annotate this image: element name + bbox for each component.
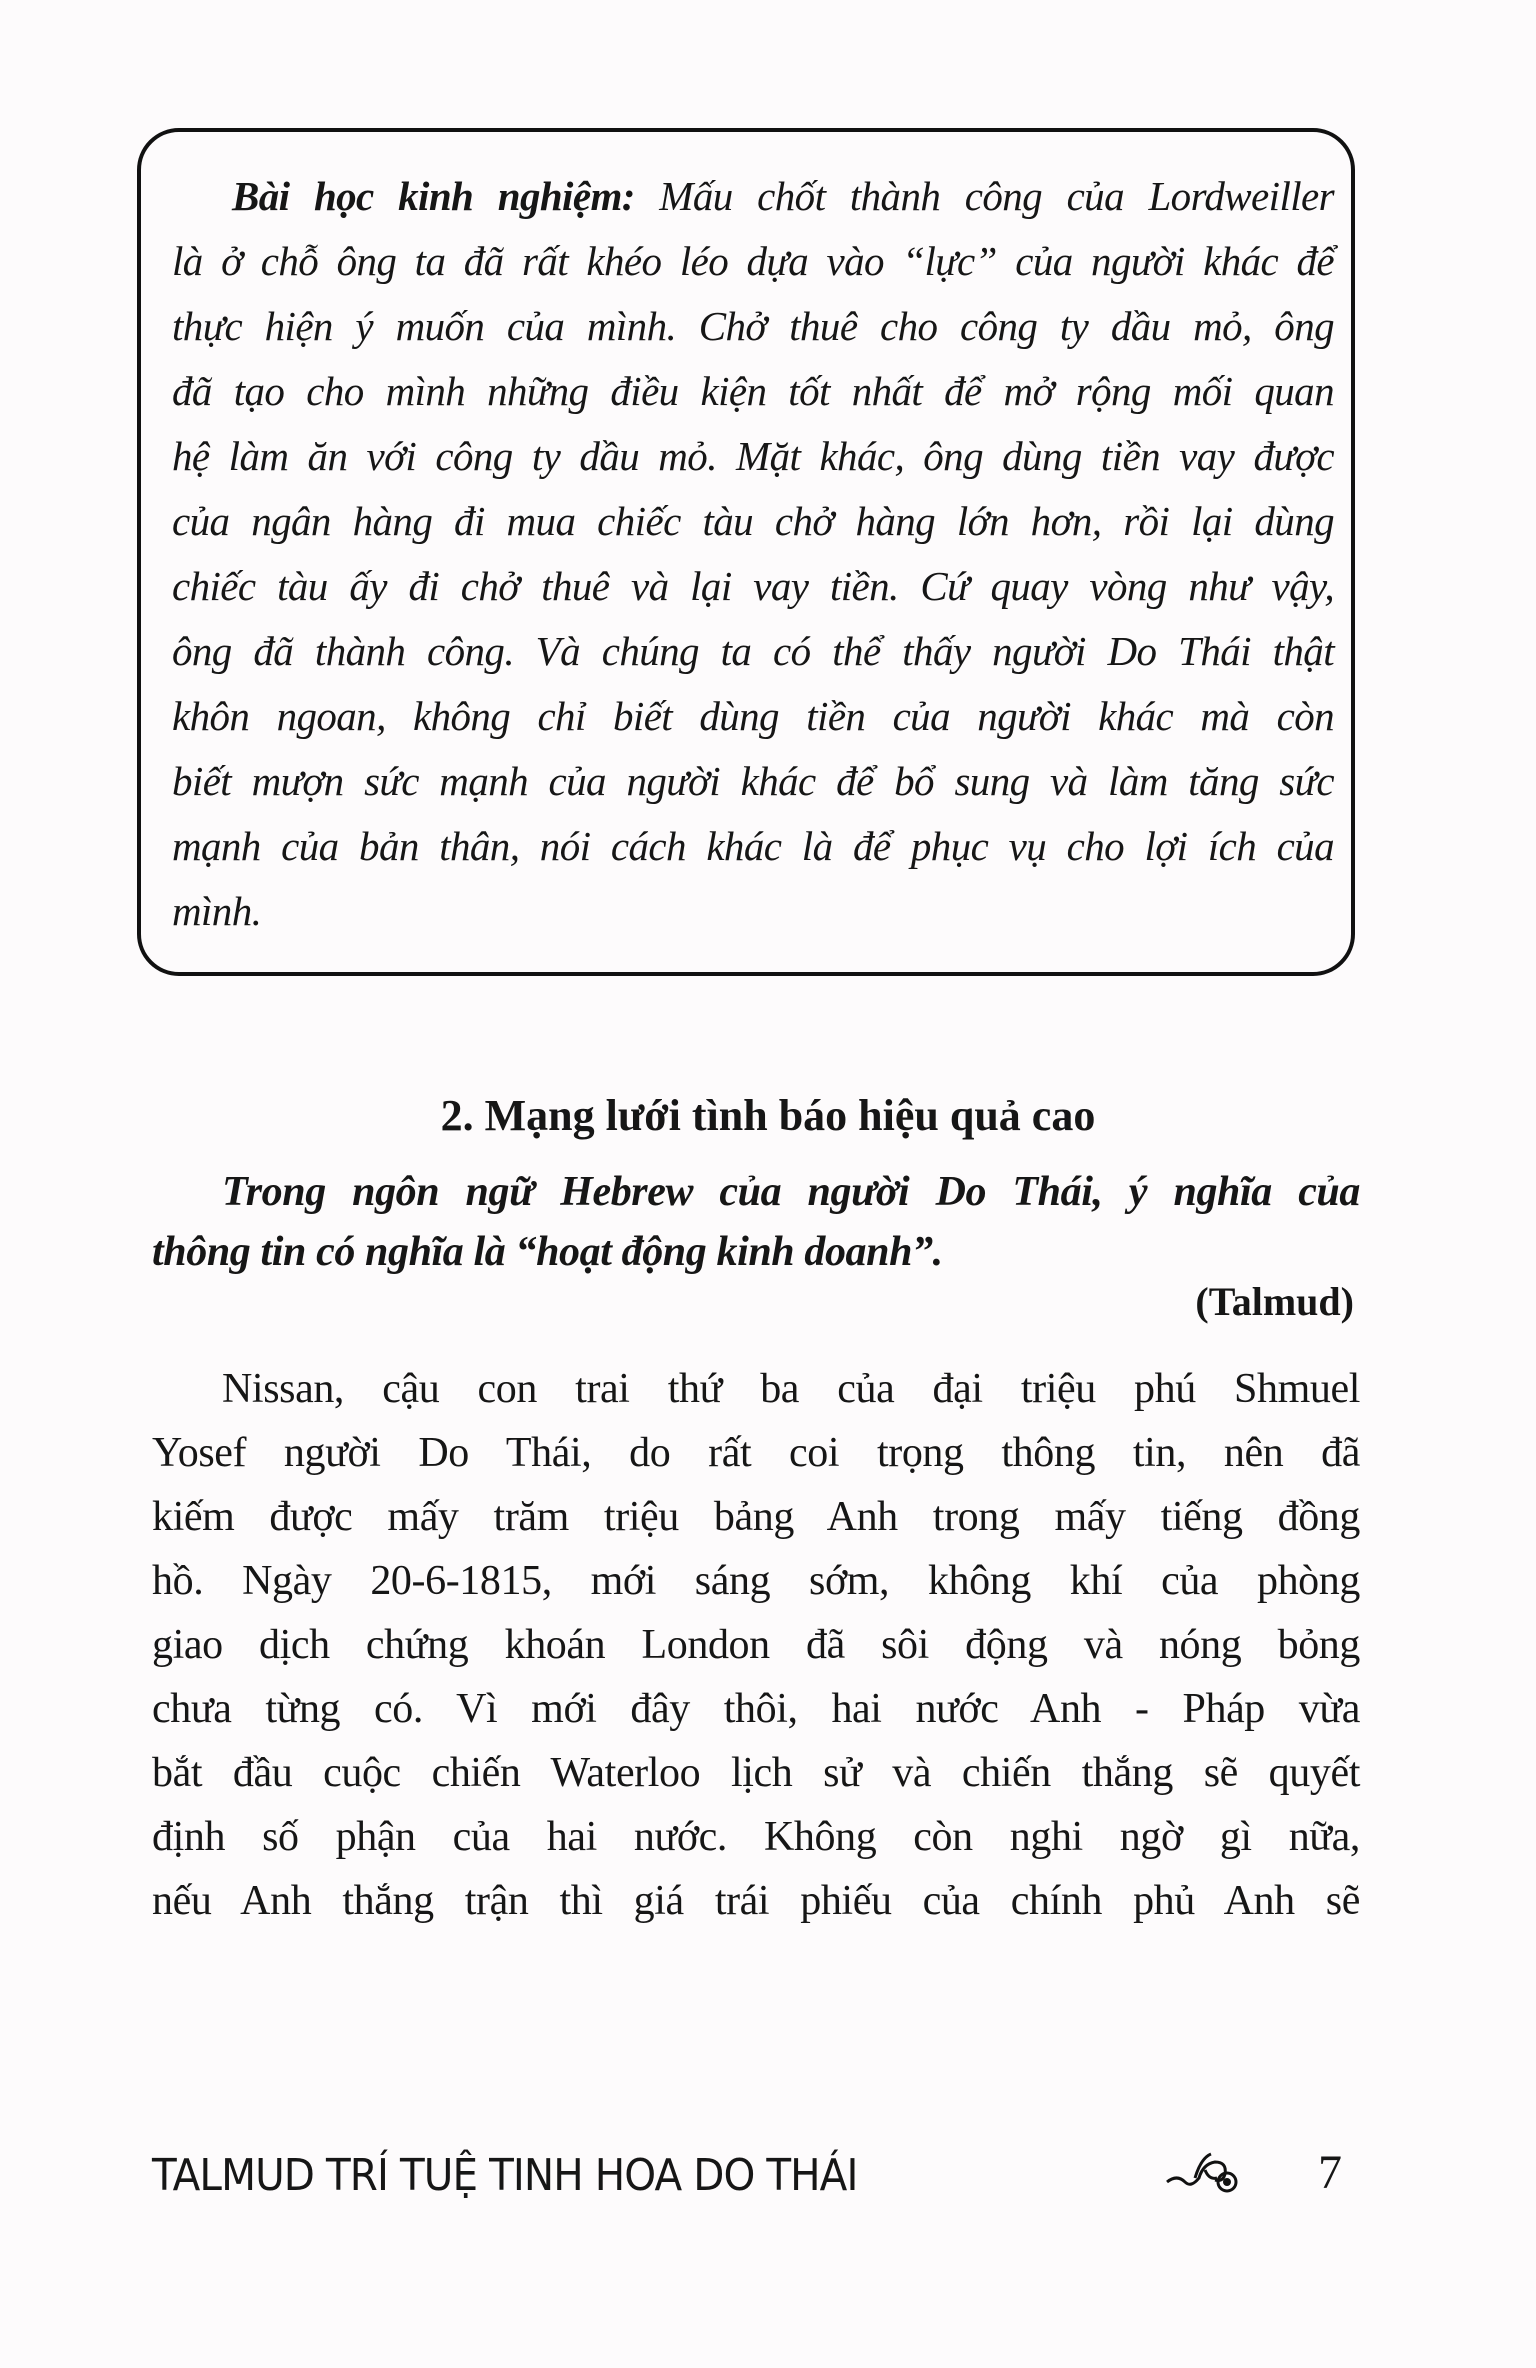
lesson-line: mình. — [172, 888, 262, 934]
lesson-line — [172, 172, 1334, 220]
body-line: định số phận của hai nước. Không còn nghi ngờ gì nữa, — [152, 1814, 1360, 1860]
body-line: chưa từng có. Vì mới đây thôi, hai nước Anh - Pháp vừa — [152, 1686, 1360, 1732]
lesson-text: Mấu chốt thành công của Lordweiller — [634, 173, 1334, 219]
section-heading: 2. Mạng lưới tình báo hiệu quả cao — [440, 1091, 1096, 1140]
epigraph-line: thông tin có nghĩa là “hoạt động kinh doanh”. — [152, 1229, 943, 1275]
body-line: nếu Anh thắng trận thì giá trái phiếu của chính phủ Anh sẽ — [152, 1878, 1360, 1924]
lesson-line: biết mượn sức mạnh của người khác để bổ sung và làm tăng sức — [172, 758, 1334, 804]
body-line: kiếm được mấy trăm triệu bảng Anh trong mấy tiếng đồng — [152, 1494, 1360, 1540]
lesson-line: là ở chỗ ông ta đã rất khéo léo dựa vào “lực” của người khác để — [172, 238, 1334, 284]
epigraph-attribution: (Talmud) — [1195, 1279, 1354, 1324]
lesson-line: hệ làm ăn với công ty dầu mỏ. Mặt khác, ông dùng tiền vay được — [172, 433, 1334, 479]
body-line: Nissan, cậu con trai thứ ba của đại triệu phú Shmuel — [222, 1366, 1360, 1412]
page-number: 7 — [1318, 2146, 1342, 2199]
lesson-line: khôn ngoan, không chỉ biết dùng tiền của người khác mà còn — [172, 693, 1334, 739]
body-line: bắt đầu cuộc chiến Waterloo lịch sử và chiến thắng sẽ quyết — [152, 1750, 1360, 1796]
lesson-line: của ngân hàng đi mua chiếc tàu chở hàng lớn hơn, rồi lại dùng — [172, 498, 1334, 544]
ornament-icon — [1165, 2148, 1245, 2198]
body-line: hồ. Ngày 20-6-1815, mới sáng sớm, không khí của phòng — [152, 1558, 1360, 1604]
epigraph-line: Trong ngôn ngữ Hebrew của người Do Thái, ý nghĩa của — [222, 1169, 1360, 1215]
footer-book-title: TALMUD TRÍ TUỆ TINH HOA DO THÁI — [152, 2150, 858, 2201]
lesson-line: ông đã thành công. Và chúng ta có thể thấy người Do Thái thật — [172, 628, 1334, 674]
lesson-line: mạnh của bản thân, nói cách khác là để phục vụ cho lợi ích của — [172, 823, 1334, 869]
body-line: Yosef người Do Thái, do rất coi trọng thông tin, nên đã — [152, 1430, 1360, 1476]
lesson-line: chiếc tàu ấy đi chở thuê và lại vay tiền. Cứ quay vòng như vậy, — [172, 563, 1334, 609]
lesson-line: thực hiện ý muốn của mình. Chở thuê cho công ty dầu mỏ, ông — [172, 303, 1334, 349]
lesson-line: đã tạo cho mình những điều kiện tốt nhất để mở rộng mối quan — [172, 368, 1334, 414]
lesson-label: Bài học kinh nghiệm: — [232, 173, 635, 219]
body-line: giao dịch chứng khoán London đã sôi động và nóng bỏng — [152, 1622, 1360, 1668]
